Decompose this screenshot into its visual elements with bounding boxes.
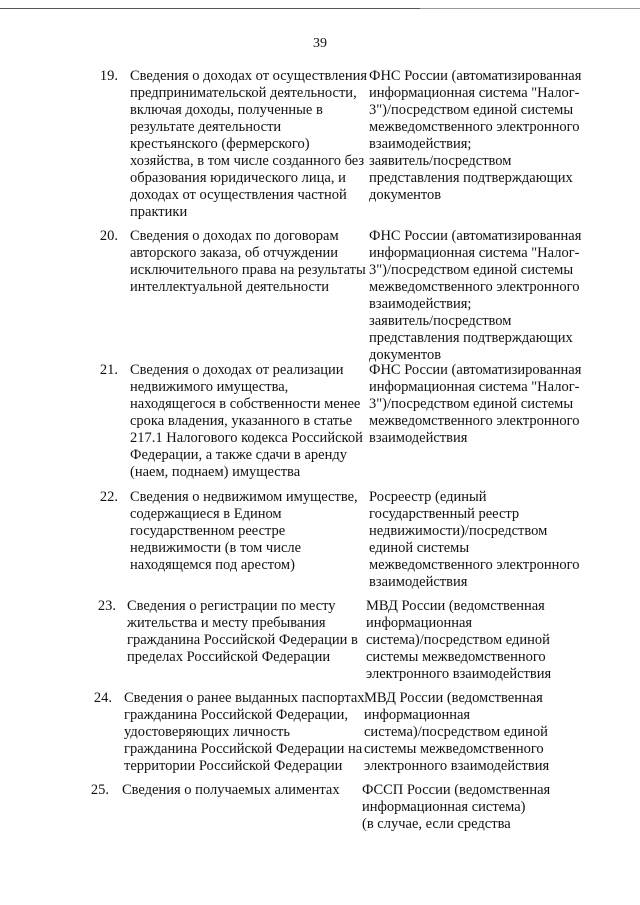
- cell-line: Росреестр (единый: [369, 489, 487, 505]
- row-number: 20.: [99, 228, 118, 244]
- cell-line: единой системы: [369, 540, 470, 556]
- cell-line: срока владения, указанного в статье: [130, 413, 353, 429]
- information-type-cell: [127, 598, 367, 666]
- cell-line: электронного взаимодействия: [364, 758, 550, 774]
- row-number: 24.: [93, 690, 112, 706]
- cell-line: государственном реестре: [130, 523, 286, 539]
- cell-line: авторского заказа, об отчуждении: [130, 245, 338, 261]
- source-agency-cell: [366, 598, 591, 683]
- cell-line: Сведения о регистрации по месту: [127, 598, 336, 614]
- cell-line: межведомственного электронного: [369, 279, 580, 295]
- cell-line: Сведения о доходах по договорам: [130, 228, 339, 244]
- cell-line: ФНС России (автоматизированная: [369, 228, 582, 244]
- information-type-cell: [124, 690, 364, 775]
- cell-line: документов: [369, 187, 442, 203]
- page-number: 39: [313, 36, 327, 51]
- information-type-cell: [122, 782, 362, 799]
- cell-line: взаимодействия;: [369, 296, 472, 312]
- cell-line: информационная: [364, 707, 471, 723]
- cell-line: информационная система): [362, 799, 526, 815]
- source-agency-cell: [369, 228, 594, 364]
- cell-line: находящемся под арестом): [130, 557, 295, 573]
- cell-line: системы межведомственного: [364, 741, 544, 757]
- cell-line: взаимодействия: [369, 430, 468, 446]
- source-agency-cell: [362, 782, 587, 833]
- cell-line: межведомственного электронного: [369, 557, 580, 573]
- cell-line: ФССП России (ведомственная: [362, 782, 551, 798]
- source-agency-cell: [364, 690, 589, 775]
- cell-line: межведомственного электронного: [369, 413, 580, 429]
- cell-line: исключительного права на результаты: [130, 262, 366, 278]
- cell-line: 3")/посредством единой системы: [369, 396, 574, 412]
- cell-line: электронного взаимодействия: [366, 666, 552, 682]
- cell-line: предпринимательской деятельности,: [130, 85, 357, 101]
- row-number: 23.: [97, 598, 116, 614]
- cell-line: Сведения о доходах от реализации: [130, 362, 344, 378]
- cell-line: МВД России (ведомственная: [366, 598, 545, 614]
- cell-line: 3")/посредством единой системы: [369, 262, 574, 278]
- cell-line: пределах Российской Федерации: [127, 649, 331, 665]
- cell-line: практики: [130, 204, 188, 220]
- cell-line: недвижимости (в том числе: [130, 540, 302, 556]
- row-number: 25.: [90, 782, 109, 798]
- cell-line: МВД России (ведомственная: [364, 690, 543, 706]
- cell-line: представления подтверждающих: [369, 170, 573, 186]
- cell-line: крестьянского (фермерского): [130, 136, 310, 152]
- cell-line: ФНС России (автоматизированная: [369, 362, 582, 378]
- information-type-cell: [130, 362, 370, 481]
- cell-line: результате деятельности: [130, 119, 282, 135]
- cell-line: недвижимого имущества,: [130, 379, 289, 395]
- cell-line: система)/посредством единой: [366, 632, 550, 648]
- cell-line: жительства и месту пребывания: [127, 615, 326, 631]
- cell-line: Сведения о ранее выданных паспортах: [124, 690, 365, 706]
- source-agency-cell: [369, 68, 594, 204]
- cell-line: Сведения о недвижимом имуществе,: [130, 489, 358, 505]
- cell-line: информационная система "Налог-: [369, 85, 580, 101]
- row-number: 22.: [99, 489, 118, 505]
- cell-line: содержащиеся в Едином: [130, 506, 282, 522]
- cell-line: представления подтверждающих: [369, 330, 573, 346]
- cell-line: Сведения о доходах от осуществления: [130, 68, 368, 84]
- cell-line: Сведения о получаемых алиментах: [122, 782, 340, 798]
- cell-line: гражданина Российской Федерации,: [124, 707, 348, 723]
- cell-line: ФНС России (автоматизированная: [369, 68, 582, 84]
- cell-line: удостоверяющих личность: [124, 724, 290, 740]
- cell-line: (наем, поднаем) имущества: [130, 464, 301, 480]
- cell-line: гражданина Российской Федерации на: [124, 741, 363, 757]
- cell-line: 3")/посредством единой системы: [369, 102, 574, 118]
- cell-line: (в случае, если средства: [362, 816, 511, 832]
- cell-line: взаимодействия: [369, 574, 468, 590]
- row-number: 21.: [99, 362, 118, 378]
- cell-line: находящегося в собственности менее: [130, 396, 361, 412]
- cell-line: интеллектуальной деятельности: [130, 279, 330, 295]
- cell-line: взаимодействия;: [369, 136, 472, 152]
- information-type-cell: [130, 68, 370, 221]
- cell-line: гражданина Российской Федерации в: [127, 632, 358, 648]
- source-agency-cell: [369, 489, 594, 591]
- cell-line: образования юридического лица, и: [130, 170, 346, 186]
- cell-line: Федерации, а также сдачи в аренду: [130, 447, 347, 463]
- information-type-cell: [130, 228, 370, 296]
- cell-line: включая доходы, полученные в: [130, 102, 323, 118]
- cell-line: недвижимости)/посредством: [369, 523, 548, 539]
- cell-line: документов: [369, 347, 442, 363]
- cell-line: 217.1 Налогового кодекса Российской: [130, 430, 363, 446]
- cell-line: заявитель/посредством: [369, 153, 512, 169]
- cell-line: системы межведомственного: [366, 649, 546, 665]
- cell-line: система)/посредством единой: [364, 724, 548, 740]
- cell-line: хозяйства, в том числе созданного без: [130, 153, 365, 169]
- cell-line: информационная: [366, 615, 473, 631]
- cell-line: территории Российской Федерации: [124, 758, 343, 774]
- cell-line: межведомственного электронного: [369, 119, 580, 135]
- cell-line: доходах от осуществления частной: [130, 187, 347, 203]
- cell-line: информационная система "Налог-: [369, 245, 580, 261]
- cell-line: заявитель/посредством: [369, 313, 512, 329]
- cell-line: информационная система "Налог-: [369, 379, 580, 395]
- information-type-cell: [130, 489, 370, 574]
- row-number: 19.: [99, 68, 118, 84]
- source-agency-cell: [369, 362, 594, 447]
- cell-line: государственный реестр: [369, 506, 520, 522]
